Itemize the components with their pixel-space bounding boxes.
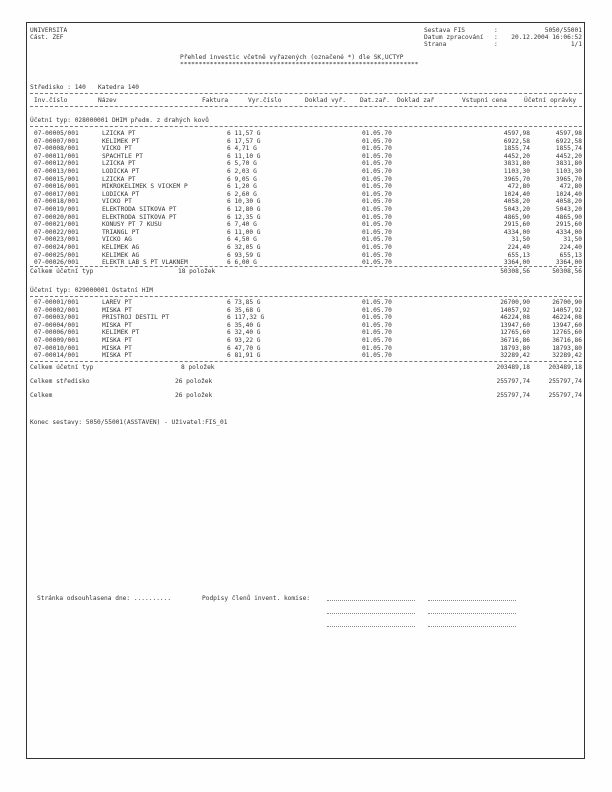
table-row bbox=[0, 130, 612, 138]
stredisko: Středisko : 140 bbox=[30, 84, 86, 91]
cell-inv: 07-00017/001 bbox=[34, 190, 79, 198]
cell-opravky: 472,80 bbox=[559, 183, 582, 191]
cell-inv: 07-00001/001 bbox=[34, 299, 79, 306]
cell-cena: 472,80 bbox=[507, 183, 530, 191]
table-row bbox=[0, 191, 612, 199]
cell-inv: 07-00011/001 bbox=[34, 152, 79, 160]
col-doklad-vyr: Doklad vyř. bbox=[305, 97, 346, 104]
col-inv: Inv.číslo bbox=[34, 97, 68, 104]
cell-dat-zar: 01.05.70 bbox=[362, 314, 392, 322]
cell-opravky: 3965,70 bbox=[555, 175, 582, 183]
cell-inv: 07-00003/001 bbox=[34, 314, 79, 322]
signature-line bbox=[428, 626, 516, 627]
col-dat-zar: Dat.zař. bbox=[360, 97, 390, 104]
cell-vyr: 6 17,57 G bbox=[227, 137, 261, 145]
cell-vyr: 6 11,10 G bbox=[227, 152, 261, 160]
cell-dat-zar: 01.05.70 bbox=[362, 130, 392, 137]
section-total-opr: 50308,56 bbox=[552, 268, 582, 275]
cell-name: KELIMEK AG bbox=[102, 244, 140, 251]
cell-cena: 2915,60 bbox=[503, 221, 530, 229]
cell-opravky: 1103,30 bbox=[555, 168, 582, 175]
cell-name: LODICKA PT bbox=[102, 168, 140, 175]
cell-vyr: 6 9,05 G bbox=[227, 175, 257, 183]
table-row bbox=[0, 236, 612, 244]
signature-line bbox=[327, 626, 415, 627]
cell-dat-zar: 01.05.70 bbox=[362, 251, 392, 259]
col-faktura: Faktura bbox=[202, 97, 229, 104]
cell-inv: 07-00005/001 bbox=[34, 130, 79, 137]
table-row bbox=[0, 352, 612, 360]
sep: : bbox=[494, 41, 498, 48]
section-total-cena: 203489,18 bbox=[496, 364, 530, 371]
cell-dat-zar: 01.05.70 bbox=[362, 221, 392, 229]
cell-inv: 07-00016/001 bbox=[34, 183, 79, 191]
cell-name: VICKO PT bbox=[102, 145, 132, 153]
cell-cena: 12765,60 bbox=[500, 329, 530, 337]
cell-opravky: 3831,80 bbox=[555, 160, 582, 168]
cell-inv: 07-00013/001 bbox=[34, 168, 79, 175]
cell-cena: 31,50 bbox=[511, 236, 530, 244]
cell-dat-zar: 01.05.70 bbox=[362, 168, 392, 175]
cell-cena: 3831,80 bbox=[503, 160, 530, 168]
table-row bbox=[0, 198, 612, 206]
cell-dat-zar: 01.05.70 bbox=[362, 145, 392, 153]
section-heading: Účetní typ: 029000001 Ostatní HIM bbox=[30, 287, 153, 294]
cell-name: LZICKA PT bbox=[102, 130, 136, 137]
cell-inv: 07-00004/001 bbox=[34, 321, 79, 329]
cell-name: MIKROKELIMEK S VICKEM P bbox=[102, 183, 188, 191]
cell-name: VICKO PT bbox=[102, 198, 132, 206]
stredisko-total-count: 26 položek bbox=[175, 378, 213, 385]
col-opravky: Účetní oprávky bbox=[524, 97, 577, 104]
cell-dat-zar: 01.05.70 bbox=[362, 352, 392, 360]
cell-vyr: 6 35,40 G bbox=[227, 321, 261, 329]
cell-name: LZICKA PT bbox=[102, 175, 136, 183]
cell-name: LODICKA PT bbox=[102, 190, 140, 198]
grand-total-count: 26 položek bbox=[175, 392, 213, 399]
cell-inv: 07-00025/001 bbox=[34, 251, 79, 259]
cell-opravky: 4452,20 bbox=[555, 152, 582, 160]
table-row bbox=[0, 244, 612, 252]
cell-opravky: 13947,60 bbox=[552, 321, 582, 329]
cell-cena: 1855,74 bbox=[503, 145, 530, 153]
cell-vyr: 6 93,59 G bbox=[227, 251, 261, 259]
cell-name: MISKA PT bbox=[102, 337, 132, 344]
table-row bbox=[0, 221, 612, 229]
page-value: 1/1 bbox=[570, 41, 582, 48]
cell-inv: 07-00007/001 bbox=[34, 137, 79, 145]
cell-opravky: 1855,74 bbox=[555, 145, 582, 153]
cell-name: VICKO AG bbox=[102, 236, 132, 244]
report-value: 5050/55001 bbox=[544, 27, 582, 34]
cell-name: KONUSY PT 7 KUSU bbox=[102, 221, 162, 229]
org-unit: Cást. ZEF bbox=[30, 34, 64, 41]
table-row bbox=[0, 138, 612, 146]
col-name: Název bbox=[98, 97, 117, 104]
katedra: Katedra 140 bbox=[98, 84, 139, 91]
date-value: 20.12.2004 16:06:52 bbox=[511, 34, 582, 41]
cell-vyr: 6 2,03 G bbox=[227, 168, 257, 175]
cell-vyr: 6 32,05 G bbox=[227, 244, 261, 251]
col-cena: Vstupní cena bbox=[462, 97, 507, 104]
header-rule-top bbox=[30, 93, 582, 94]
cell-inv: 07-00022/001 bbox=[34, 228, 79, 236]
cell-opravky: 26700,90 bbox=[552, 299, 582, 306]
header-rule-bottom bbox=[30, 106, 582, 107]
date-label: Datum zpracování bbox=[424, 34, 484, 41]
cell-inv: 07-00006/001 bbox=[34, 329, 79, 337]
cell-cena: 4452,20 bbox=[503, 152, 530, 160]
cell-vyr: 6 5,70 G bbox=[227, 160, 257, 168]
cell-name: LZICKA PT bbox=[102, 160, 136, 168]
section-total-label: Celkem účetní typ bbox=[30, 268, 94, 275]
cell-inv: 07-00012/001 bbox=[34, 160, 79, 168]
cell-vyr: 6 81,91 G bbox=[227, 352, 261, 360]
cell-opravky: 36716,86 bbox=[552, 337, 582, 344]
table-row bbox=[0, 176, 612, 184]
cell-inv: 07-00018/001 bbox=[34, 198, 79, 206]
section-total-opr: 203489,18 bbox=[548, 364, 582, 371]
cell-opravky: 655,13 bbox=[559, 251, 582, 259]
cell-inv: 07-00015/001 bbox=[34, 175, 79, 183]
cell-vyr: 6 32,40 G bbox=[227, 329, 261, 337]
cell-dat-zar: 01.05.70 bbox=[362, 137, 392, 145]
table-row bbox=[0, 337, 612, 345]
table-row bbox=[0, 206, 612, 214]
table-row bbox=[0, 329, 612, 337]
cell-opravky: 4597,98 bbox=[555, 130, 582, 137]
col-vyr: Vyr.číslo bbox=[248, 97, 282, 104]
cell-cena: 5043,20 bbox=[503, 206, 530, 213]
cell-inv: 07-00020/001 bbox=[34, 213, 79, 221]
cell-dat-zar: 01.05.70 bbox=[362, 344, 392, 352]
cell-cena: 224,40 bbox=[507, 244, 530, 251]
cell-name: PRISTROJ DESTIL PT bbox=[102, 314, 170, 322]
cell-cena: 18793,80 bbox=[500, 344, 530, 352]
section-total-rule bbox=[30, 361, 582, 362]
cell-dat-zar: 01.05.70 bbox=[362, 259, 392, 267]
cell-cena: 14057,92 bbox=[500, 306, 530, 314]
stredisko-total-opr: 255797,74 bbox=[548, 378, 582, 385]
cell-dat-zar: 01.05.70 bbox=[362, 198, 392, 206]
cell-opravky: 4334,00 bbox=[555, 228, 582, 236]
signatures-label: Podpisy členů invent. komise: bbox=[202, 595, 311, 602]
cell-name: KELIMEK AG bbox=[102, 251, 140, 259]
cell-name: KELIMEK PT bbox=[102, 137, 140, 145]
cell-vyr: 6 4,50 G bbox=[227, 236, 257, 244]
cell-opravky: 3364,00 bbox=[555, 259, 582, 267]
cell-vyr: 6 117,32 G bbox=[227, 314, 265, 322]
cell-opravky: 31,50 bbox=[563, 236, 582, 244]
report-title: Přehled investic včetně vyřazených (označené *) dle SK,UCTYP bbox=[180, 54, 404, 61]
end-note: Konec sestavy: 5050/55001(ASSTAVEN) - Uživatel:FIS_01 bbox=[30, 419, 228, 426]
cell-inv: 07-00023/001 bbox=[34, 236, 79, 244]
table-row bbox=[0, 160, 612, 168]
table-row bbox=[0, 252, 612, 260]
cell-cena: 4334,00 bbox=[503, 228, 530, 236]
cell-opravky: 2915,60 bbox=[555, 221, 582, 229]
grand-total-cena: 255797,74 bbox=[496, 392, 530, 399]
cell-name: LAREV PT bbox=[102, 299, 132, 306]
cell-vyr: 6 11,00 G bbox=[227, 228, 261, 236]
cell-vyr: 6 4,71 G bbox=[227, 145, 257, 153]
table-row bbox=[0, 214, 612, 222]
cell-inv: 07-00026/001 bbox=[34, 259, 79, 267]
cell-opravky: 14057,92 bbox=[552, 306, 582, 314]
cell-name: KELIMEK PT bbox=[102, 329, 140, 337]
cell-inv: 07-00010/001 bbox=[34, 344, 79, 352]
report-label: Sestava FIS bbox=[424, 27, 465, 34]
cell-dat-zar: 01.05.70 bbox=[362, 206, 392, 213]
cell-dat-zar: 01.05.70 bbox=[362, 321, 392, 329]
cell-cena: 3965,70 bbox=[503, 175, 530, 183]
cell-dat-zar: 01.05.70 bbox=[362, 329, 392, 337]
cell-inv: 07-00021/001 bbox=[34, 221, 79, 229]
cell-cena: 3364,00 bbox=[503, 259, 530, 267]
table-row bbox=[0, 345, 612, 353]
cell-dat-zar: 01.05.70 bbox=[362, 190, 392, 198]
cell-opravky: 1024,40 bbox=[555, 190, 582, 198]
cell-vyr: 6 93,22 G bbox=[227, 337, 261, 344]
grand-total-label: Celkem bbox=[30, 392, 53, 399]
cell-opravky: 5043,20 bbox=[555, 206, 582, 213]
signature-line bbox=[327, 600, 415, 601]
cell-opravky: 4058,20 bbox=[555, 198, 582, 206]
org-name: UNIVERSITA bbox=[30, 27, 68, 34]
cell-vyr: 6 47,70 G bbox=[227, 344, 261, 352]
cell-opravky: 46224,08 bbox=[552, 314, 582, 322]
cell-name: MISKA PT bbox=[102, 352, 132, 360]
cell-name: ELEKTRODA SITKOVA PT bbox=[102, 213, 177, 221]
section-total-count: 8 položek bbox=[181, 364, 215, 371]
table-row bbox=[0, 145, 612, 153]
table-row bbox=[0, 314, 612, 322]
cell-name: MISKA PT bbox=[102, 321, 132, 329]
cell-dat-zar: 01.05.70 bbox=[362, 244, 392, 251]
cell-cena: 32289,42 bbox=[500, 352, 530, 360]
section-total-cena: 50308,56 bbox=[500, 268, 530, 275]
cell-vyr: 6 10,30 G bbox=[227, 198, 261, 206]
cell-name: ELEKTR LAB S PT VLAKNEM bbox=[102, 259, 188, 267]
cell-dat-zar: 01.05.70 bbox=[362, 236, 392, 244]
section-total-label: Celkem účetní typ bbox=[30, 364, 94, 371]
section-total-rule bbox=[30, 266, 582, 267]
cell-opravky: 224,40 bbox=[559, 244, 582, 251]
cell-opravky: 32289,42 bbox=[552, 352, 582, 360]
table-row bbox=[0, 322, 612, 330]
cell-cena: 655,13 bbox=[507, 251, 530, 259]
cell-inv: 07-00014/001 bbox=[34, 352, 79, 360]
col-doklad-zar: Doklad zař bbox=[397, 97, 435, 104]
cell-dat-zar: 01.05.70 bbox=[362, 306, 392, 314]
cell-cena: 6922,58 bbox=[503, 137, 530, 145]
cell-vyr: 6 12,35 G bbox=[227, 213, 261, 221]
cell-dat-zar: 01.05.70 bbox=[362, 160, 392, 168]
cell-opravky: 6922,58 bbox=[555, 137, 582, 145]
cell-inv: 07-00002/001 bbox=[34, 306, 79, 314]
page-label: Strana bbox=[424, 41, 447, 48]
section-heading: Účetní typ: 028000001 DHIM předm. z drahých kovů bbox=[30, 117, 209, 124]
cell-dat-zar: 01.05.70 bbox=[362, 175, 392, 183]
cell-vyr: 6 1,20 G bbox=[227, 183, 257, 191]
cell-vyr: 6 73,85 G bbox=[227, 299, 261, 306]
cell-name: SPACHTLE PT bbox=[102, 152, 143, 160]
sep: : bbox=[494, 34, 498, 41]
cell-cena: 4597,98 bbox=[503, 130, 530, 137]
cell-vyr: 6 12,80 G bbox=[227, 206, 261, 213]
signature-line bbox=[428, 613, 516, 614]
cell-inv: 07-00008/001 bbox=[34, 145, 79, 153]
sep: : bbox=[494, 27, 498, 34]
grand-total-opr: 255797,74 bbox=[548, 392, 582, 399]
cell-name: MISKA PT bbox=[102, 344, 132, 352]
cell-inv: 07-00019/001 bbox=[34, 206, 79, 213]
table-row bbox=[0, 307, 612, 315]
cell-opravky: 18793,80 bbox=[552, 344, 582, 352]
table-row bbox=[0, 299, 612, 307]
stredisko-total-cena: 255797,74 bbox=[496, 378, 530, 385]
table-row bbox=[0, 168, 612, 176]
cell-opravky: 4865,90 bbox=[555, 213, 582, 221]
cell-cena: 1103,30 bbox=[503, 168, 530, 175]
cell-vyr: 6 35,68 G bbox=[227, 306, 261, 314]
cell-cena: 46224,08 bbox=[500, 314, 530, 322]
cell-vyr: 6 6,00 G bbox=[227, 259, 257, 267]
table-row bbox=[0, 183, 612, 191]
title-underline: **************************************************************** bbox=[180, 62, 419, 67]
cell-name: TRIANGL PT bbox=[102, 228, 140, 236]
stredisko-total-label: Celkem středisko bbox=[30, 378, 90, 385]
cell-cena: 13947,60 bbox=[500, 321, 530, 329]
section-rule bbox=[30, 126, 582, 127]
checked-date-label: Stránka odsouhlasena dne: .......... bbox=[37, 595, 172, 602]
cell-inv: 07-00009/001 bbox=[34, 337, 79, 344]
cell-dat-zar: 01.05.70 bbox=[362, 152, 392, 160]
cell-vyr: 6 2,60 G bbox=[227, 190, 257, 198]
cell-dat-zar: 01.05.70 bbox=[362, 299, 392, 306]
cell-inv: 07-00024/001 bbox=[34, 244, 79, 251]
cell-dat-zar: 01.05.70 bbox=[362, 213, 392, 221]
cell-cena: 26700,90 bbox=[500, 299, 530, 306]
table-row bbox=[0, 153, 612, 161]
cell-opravky: 12765,60 bbox=[552, 329, 582, 337]
cell-cena: 4865,90 bbox=[503, 213, 530, 221]
section-rule bbox=[30, 296, 582, 297]
signature-line bbox=[428, 600, 516, 601]
signature-line bbox=[327, 613, 415, 614]
cell-vyr: 6 11,57 G bbox=[227, 130, 261, 137]
cell-cena: 4058,20 bbox=[503, 198, 530, 206]
cell-dat-zar: 01.05.70 bbox=[362, 228, 392, 236]
cell-dat-zar: 01.05.70 bbox=[362, 337, 392, 344]
cell-vyr: 6 7,40 G bbox=[227, 221, 257, 229]
table-row bbox=[0, 229, 612, 237]
cell-dat-zar: 01.05.70 bbox=[362, 183, 392, 191]
cell-cena: 1024,40 bbox=[503, 190, 530, 198]
cell-cena: 36716,86 bbox=[500, 337, 530, 344]
cell-name: MISKA PT bbox=[102, 306, 132, 314]
cell-name: ELEKTRODA SITKOVA PT bbox=[102, 206, 177, 213]
section-total-count: 18 položek bbox=[178, 268, 216, 275]
